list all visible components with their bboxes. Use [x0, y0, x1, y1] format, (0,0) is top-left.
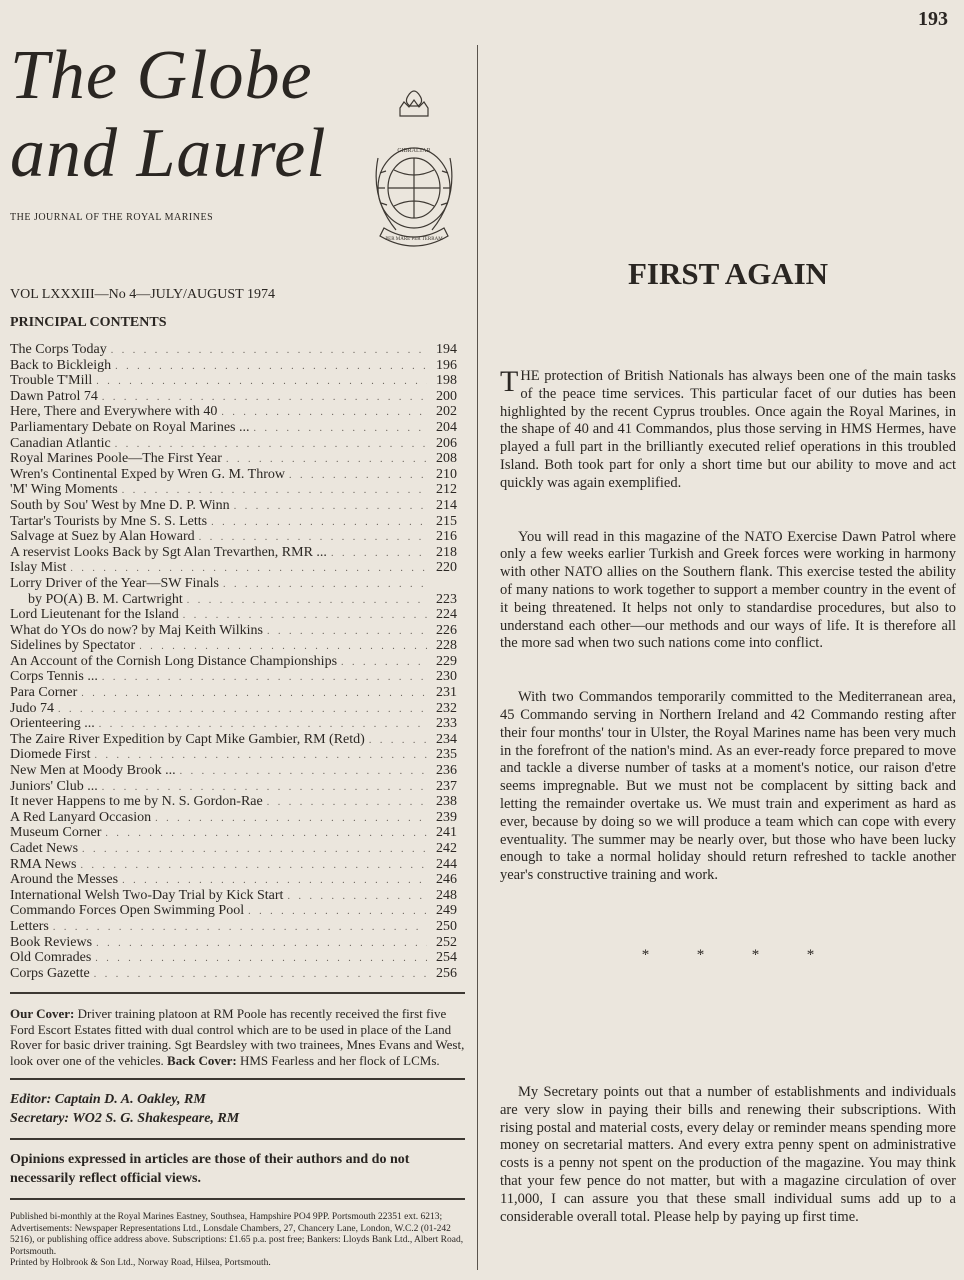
contents-entry-page: 194 — [436, 342, 457, 357]
article-paragraph-3: With two Commandos temporarily committed to the Mediterranean area, 45 Commando serving in Northern Ireland and 42 Commando resting after their four months' tour in Ulster, the Royal Marines name has been very much in the forefront of the nation's mind. As an ever-ready force prepared to move and tackle a diverse number of tasks at a moment's notice, our raison d'etre seems impregnable. But we must not be complacent by sitting back and letting the remainder overtake us. We must train and experiment as hard as ever, because by doing so we will produce a team which can cope with every eventuality. The summer may be nearly over, but those who have been lucky enough to take a normal holiday should return refreshed to tackle another year's constructive training and work. — [500, 689, 956, 884]
contents-entry-page: 215 — [436, 513, 457, 529]
contents-entry — [10, 733, 465, 749]
contents-entry-page: 235 — [436, 747, 457, 763]
cover-text: Driver training platoon at RM Poole has recently received the first five Ford Escort Estates fitted with dual control which are to be used in place of the Land Rover for basic driver training. Sgt Beardsley with two trainees, Mnes Evans and West, look over one of the vehicles. — [10, 1006, 465, 1068]
contents-entry-title: Corps Gazette — [10, 965, 90, 981]
secretary-line — [10, 1109, 465, 1128]
contents-entry-page: 218 — [436, 544, 457, 560]
leader-dots — [111, 438, 427, 453]
leader-dots — [244, 905, 427, 920]
contents-entry-title: Wren's Continental Exped by Wren G. M. Throw — [10, 466, 285, 482]
leader-dots — [77, 859, 427, 874]
secretary-label: Secretary: — [10, 1111, 70, 1127]
contents-entry-page: 210 — [436, 466, 457, 482]
contents-entry-title: New Men at Moody Brook ... — [10, 763, 176, 779]
contents-entry-page: 220 — [436, 560, 457, 576]
contents-entry-title: by PO(A) B. M. Cartwright — [28, 591, 183, 607]
leader-dots — [54, 703, 427, 718]
leader-dots — [207, 516, 427, 531]
contents-entry — [10, 686, 465, 702]
leader-dots — [98, 781, 427, 796]
contents-entry-page: 233 — [436, 716, 457, 732]
contents-entry-title: Para Corner — [10, 685, 78, 701]
contents-entry — [10, 483, 465, 499]
page-number: 193 — [918, 8, 948, 30]
contents-entry-title: An Account of the Cornish Long Distance Championships — [10, 653, 338, 669]
contents-entry — [10, 499, 465, 515]
leader-dots — [92, 937, 427, 952]
article-paragraph-1 — [500, 365, 956, 493]
contents-entry — [10, 858, 465, 874]
contents-entry-title: Islay Mist — [10, 560, 67, 576]
contents-entry-title: Lord Lieutenant for the Island — [10, 607, 179, 623]
contents-entry — [10, 577, 465, 593]
crest-lion-icon — [406, 91, 421, 106]
contents-entry — [10, 873, 465, 889]
contents-entry — [10, 780, 465, 796]
leader-dots — [49, 921, 427, 936]
contents-entry-page: 244 — [436, 856, 457, 872]
contents-entry — [10, 374, 465, 390]
contents-entry-title: Lorry Driver of the Year—SW Finals — [10, 575, 219, 591]
contents-entry — [10, 639, 465, 655]
contents-entry-page: 214 — [436, 497, 457, 513]
leader-dots — [327, 547, 427, 562]
crest-motto-band: PER MARE PER TERRAM — [385, 237, 443, 242]
contents-entry-title: Royal Marines Poole—The First Year — [10, 451, 222, 467]
contents-entry-page: 230 — [436, 669, 457, 685]
contents-entry — [10, 904, 465, 920]
leader-dots — [219, 578, 427, 593]
contents-entry — [10, 764, 465, 780]
contents-entry — [10, 889, 465, 905]
contents-entry-page: 239 — [436, 809, 457, 825]
contents-entry — [10, 967, 465, 983]
leader-dots — [77, 687, 427, 702]
contents-entry-page: 226 — [436, 622, 457, 638]
contents-entry-title: It never Happens to me by N. S. Gordon-Rae — [10, 794, 263, 810]
column-divider — [477, 45, 478, 1270]
contents-entry — [10, 795, 465, 811]
contents-entry — [10, 624, 465, 640]
contents-entry-page: 228 — [436, 638, 457, 654]
leader-dots — [98, 391, 427, 406]
contents-entry — [10, 437, 465, 453]
cover-note — [10, 1006, 465, 1068]
contents-entry-page: 216 — [436, 529, 457, 545]
contents-entry-title: Diomede First — [10, 747, 91, 763]
staff-block — [10, 1090, 465, 1128]
leader-dots — [217, 406, 427, 421]
contents-entry-title: Sidelines by Spectator — [10, 638, 136, 654]
leader-dots — [111, 360, 427, 375]
issue-line: VOL LXXXIII—No 4—JULY/AUGUST 1974 — [10, 287, 275, 302]
leader-dots — [98, 671, 427, 686]
contents-entry-page: 231 — [436, 685, 457, 701]
contents-entry-title: Juniors' Club ... — [10, 778, 98, 794]
right-column — [500, 40, 956, 1226]
contents-entry — [10, 717, 465, 733]
leader-dots — [135, 640, 427, 655]
article-headline: FIRST AGAIN — [627, 256, 829, 291]
leader-dots — [285, 469, 427, 484]
contents-entry-page: 212 — [436, 482, 457, 498]
leader-dots — [337, 656, 427, 671]
crest-motto-top: GIBRALTAR — [397, 148, 431, 154]
leader-dots — [92, 375, 427, 390]
contents-entry-title: The Corps Today — [10, 342, 107, 357]
contents-entry-title: Old Comrades — [10, 950, 92, 966]
drop-cap: T — [500, 365, 519, 398]
contents-entry-title: A Red Lanyard Occasion — [10, 809, 152, 825]
leader-dots — [263, 625, 427, 640]
secretary-name: WO2 S. G. Shakespeare, RM — [72, 1111, 240, 1127]
contents-entry-page: 208 — [436, 451, 457, 467]
leader-dots — [101, 827, 427, 842]
contents-entry — [10, 343, 465, 359]
leader-dots — [91, 749, 428, 764]
contents-entry — [10, 842, 465, 858]
leader-dots — [179, 609, 427, 624]
contents-entry — [10, 515, 465, 531]
contents-entry — [10, 452, 465, 468]
contents-entry-title: Corps Tennis ... — [10, 669, 98, 685]
contents-entry-page: 196 — [436, 357, 457, 373]
contents-entry — [10, 670, 465, 686]
separator-asterisk: * — [696, 946, 705, 963]
contents-entry-title: Around the Messes — [10, 872, 119, 888]
divider-rule — [10, 1078, 465, 1080]
contents-entry-title: Cadet News — [10, 841, 79, 856]
leader-dots — [91, 952, 427, 967]
contents-entry-page: 248 — [436, 887, 457, 903]
contents-entry-title: Dawn Patrol 74 — [10, 388, 98, 404]
imprint-published: Published bi-monthly at the Royal Marines Eastney, Southsea, Hampshire PO4 9PP. Portsmouth 22351 ext. 6213; Advertisements: Newspaper Representations Ltd., Lonsdale Chambers, 27, Chancery Lane, London, W.C.2 (01-242 5216), or publishing office address above. Subscriptions: £1.65 p.a. post free; Bankers: Lloyds Bank Ltd., Albert Road, Portsmouth. — [10, 1212, 464, 1257]
contents-entry-page: 254 — [436, 950, 457, 966]
contents-entry — [10, 561, 465, 577]
masthead-line-2: and Laurel — [10, 115, 327, 192]
leader-dots — [66, 562, 427, 577]
leader-dots — [263, 796, 427, 811]
contents-entry-page: 223 — [436, 591, 457, 607]
contents-entry-title: Museum Corner — [10, 825, 102, 841]
leader-dots — [230, 500, 427, 515]
contents-entry — [10, 936, 465, 952]
contents-entry-page: 234 — [436, 731, 457, 747]
contents-entry-page: 238 — [436, 794, 457, 810]
contents-entry-title: Commando Forces Open Swimming Pool — [10, 903, 245, 919]
royal-marines-crest — [364, 78, 464, 268]
contents-entry-title: 'M' Wing Moments — [10, 482, 118, 498]
leader-dots — [249, 422, 427, 437]
contents-entry-title: Salvage at Suez by Alan Howard — [10, 529, 195, 545]
contents-entry-page: 241 — [436, 825, 457, 841]
contents-heading: PRINCIPAL CONTENTS — [10, 315, 167, 330]
contents-entry-page: 256 — [436, 965, 457, 981]
contents-entry — [10, 390, 465, 406]
contents-entry-page: 224 — [436, 607, 457, 623]
contents-entry-title: Letters — [10, 918, 49, 934]
contents-entry-title: South by Sou' West by Mne D. P. Winn — [10, 497, 230, 513]
contents-entry — [10, 421, 465, 437]
contents-entry — [10, 655, 465, 671]
contents-entry — [10, 826, 465, 842]
contents-entry — [10, 359, 465, 375]
contents-entry — [10, 546, 465, 562]
contents-entry-page: 249 — [436, 903, 457, 919]
contents-entry-page: 236 — [436, 763, 457, 779]
contents-entry-title: Parliamentary Debate on Royal Marines ... — [10, 419, 250, 435]
contents-entry-page: 198 — [436, 373, 457, 389]
contents-entry-title: What do YOs do now? by Maj Keith Wilkins — [10, 622, 263, 638]
contents-entry-page: 229 — [436, 653, 457, 669]
imprint — [10, 1212, 465, 1270]
cover-label: Our Cover: — [10, 1006, 75, 1022]
article-paragraph-4: My Secretary points out that a number of establishments and individuals are very slow in paying their bills and renewing their subscriptions. With rising postal and material costs, every delay or reminder means spending more money on secretarial matters. And every extra penny spent on administrative costs is a penny not spent on the production of the magazine. You may think that your few pence do not matter, but with a magazine circulation of over 11,000, I can assure you that these small individual sums add up to a considerable overall total. Please help by paying up first time. — [500, 1083, 956, 1225]
contents-entry — [10, 468, 465, 484]
imprint-printed: Printed by Holbrook & Son Ltd., Norway Road, Hilsea, Portsmouth. — [10, 1258, 271, 1269]
contents-entry-page: 250 — [436, 918, 457, 934]
editor-line — [10, 1090, 465, 1109]
contents-entry-title: Tartar's Tourists by Mne S. S. Letts — [10, 513, 208, 529]
contents-entry-page: 202 — [436, 404, 457, 420]
contents-entry — [10, 951, 465, 967]
contents-entry-page: 200 — [436, 388, 457, 404]
contents-entry — [10, 702, 465, 718]
contents-entry-page: 204 — [436, 419, 457, 435]
contents-entry — [10, 920, 465, 936]
contents-entry-page: 246 — [436, 872, 457, 888]
contents-entry-page: 237 — [436, 778, 457, 794]
contents-entry — [10, 405, 465, 421]
leader-dots — [118, 874, 427, 889]
back-cover-text: HMS Fearless and her flock of LCMs. — [239, 1052, 440, 1068]
divider-rule — [10, 992, 465, 994]
contents-entry-page: 232 — [436, 700, 457, 716]
contents-entry-title: Trouble T'Mill — [10, 373, 93, 389]
article-paragraph-1-text: HE protection of British Nationals has always been one of the main tasks of the peace time services. This particular facet of our duties has been highlighted by the recent Cyprus troubles. Once again the Royal Marines, in the shape of 40 and 41 Commandos, plus those serving in HMS Hermes, have played a full part in the brilliantly executed relief operations in this troubled Island. Both took part for only a short time but our ability to move and act quickly was again exemplified. — [500, 368, 956, 491]
contents-entry — [10, 593, 465, 609]
leader-dots — [222, 453, 427, 468]
back-cover-label: Back Cover: — [167, 1052, 237, 1068]
section-separator — [618, 947, 838, 964]
contents-entry-title: Back to Bickleigh — [10, 357, 112, 373]
leader-dots — [78, 843, 427, 858]
leader-dots — [118, 484, 427, 499]
contents-entry — [10, 748, 465, 764]
leader-dots — [283, 890, 427, 905]
leader-dots — [151, 812, 427, 827]
contents-entry-title: RMA News — [10, 856, 77, 872]
contents-entry-title: Here, There and Everywhere with 40 — [10, 404, 218, 420]
contents-entry-title: The Zaire River Expedition by Capt Mike Gambier, RM (Retd) — [10, 731, 365, 747]
leader-dots — [107, 344, 427, 359]
contents-entry — [10, 530, 465, 546]
contents-entry-page: 206 — [436, 435, 457, 451]
divider-rule — [10, 1138, 465, 1140]
contents-entry — [10, 811, 465, 827]
leader-dots — [365, 734, 427, 749]
separator-asterisk: * — [751, 946, 760, 963]
editor-name: Captain D. A. Oakley, RM — [54, 1092, 206, 1108]
masthead-line-1: The Globe — [10, 37, 313, 114]
crest-crown-icon — [400, 100, 428, 116]
leader-dots — [183, 594, 427, 609]
separator-asterisk: * — [641, 946, 650, 963]
divider-rule — [10, 1198, 465, 1200]
editor-label: Editor: — [10, 1092, 52, 1108]
leader-dots — [176, 765, 427, 780]
separator-asterisk: * — [806, 946, 815, 963]
contents-entry-page: 242 — [436, 841, 457, 856]
contents-entry — [10, 608, 465, 624]
opinion-disclaimer: Opinions expressed in articles are those of their authors and do not necessarily reflect official views. — [10, 1152, 410, 1187]
contents-entry-title: Judo 74 — [10, 700, 54, 716]
contents-entry-title: A reservist Looks Back by Sgt Alan Trevarthen, RMR ... — [10, 544, 327, 560]
contents-list — [10, 343, 465, 982]
contents-entry-title: Book Reviews — [10, 934, 93, 950]
leader-dots — [195, 531, 427, 546]
contents-entry-title: Orienteering ... — [10, 716, 95, 732]
leader-dots — [95, 718, 427, 733]
article-paragraph-2: You will read in this magazine of the NATO Exercise Dawn Patrol where only a few weeks earlier Turkish and Greek forces were working in harmony with other NATO allies on the Southern flank. This exercise tested the ability of many nations to work together to support a member country in the event of it being threatened. It helps not only to standardise procedures, but also to understand each other—our methods and our ways of life. It is therefore all the more sad when two such nations come into conflict. — [500, 528, 956, 652]
contents-entry-title: Canadian Atlantic — [10, 435, 111, 451]
contents-entry-page: 252 — [436, 934, 457, 950]
contents-entry-title: International Welsh Two-Day Trial by Kick Start — [10, 887, 284, 903]
leader-dots — [90, 968, 427, 983]
journal-subtitle: THE JOURNAL OF THE ROYAL MARINES — [10, 212, 214, 223]
